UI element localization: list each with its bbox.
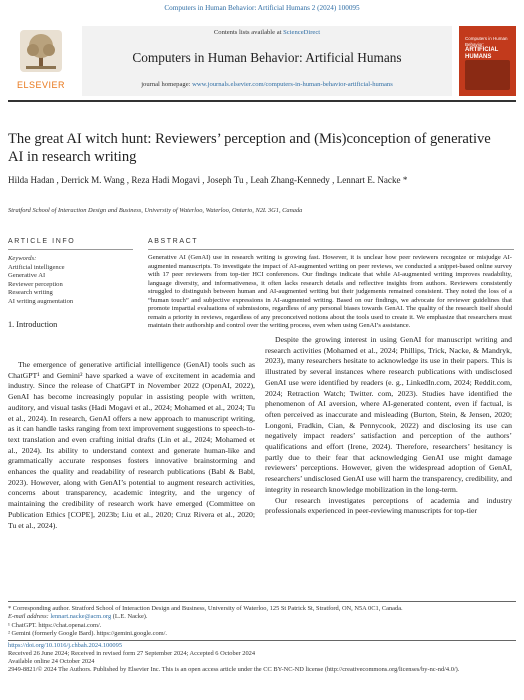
- publisher-name: ELSEVIER: [16, 80, 66, 90]
- keyword-item: AI writing augmentation: [8, 297, 74, 305]
- keyword-item: Research writing: [8, 289, 53, 297]
- intro-right-column: [265, 335, 512, 517]
- author-affiliation: Stratford School of Interaction Design and Business, University of Waterloo, Waterloo, Ontario, N2L 3G1, Canada: [8, 207, 303, 214]
- homepage-label: journal homepage:: [141, 81, 193, 88]
- keywords-list: [8, 264, 133, 306]
- journal-cover[interactable]: [459, 26, 516, 96]
- journal-header: [8, 26, 516, 96]
- intro-paragraph: Our research investigates perceptions of academia and industry professionals experienced in peer-reviewing manuscripts for top-tier: [265, 495, 512, 516]
- keywords-label: Keywords:: [8, 255, 37, 262]
- contents-prefix: Contents lists available at: [213, 29, 284, 36]
- email-note: [8, 613, 518, 621]
- doi-block: [8, 642, 518, 674]
- email-suffix: (L.E. Nacke).: [111, 613, 148, 621]
- cover-text: [465, 36, 516, 60]
- doi-link[interactable]: https://doi.org/10.1016/j.chbah.2024.100095: [8, 642, 123, 649]
- introduction-heading: 1. Introduction: [8, 320, 58, 329]
- license-text[interactable]: 2949-8821/© 2024 The Authors. Published by Elsevier Inc. This is an open access article under the CC BY-NC-ND license (http://creativecommons.org/licenses/by-nc-nd/4.0/).: [8, 666, 460, 674]
- email-link[interactable]: lennart.nacke@acm.org: [50, 613, 112, 621]
- journal-homepage: [82, 81, 452, 88]
- journal-title: Computers in Human Behavior: Artificial Humans: [132, 50, 402, 65]
- footnote-gemini[interactable]: ² Gemini (formerly Google Bard). https://gemini.google.com/.: [8, 629, 167, 637]
- footnotes: [8, 605, 518, 638]
- keyword-item: Artificial intelligence: [8, 264, 65, 271]
- intro-paragraph: Despite the growing interest in using GenAI for manuscript writing and research activities (Mohamed et al., 2024; Phillips, Trick, Nacke, & Mandryk, 2023), many researchers hesitate to acknowledge its use in their papers. This is illustrated by several instances where research publications with undisclosed GenAI use were identified by readers (e. g., LinkedIn.com, 2024; Reddit.com, 2024; Retraction Watch; Twitter. com, 2023). Studies have identified the phenomenon of AI aversion, where AI-generated content, even if factual, is often perceived as inaccurate and misleading (Burton, Stein, & Jensen, 2020; Longoni, Fradkin, Cian, & Pennycook, 2022) and disclosing its use can negatively impact readers’ satisfaction and perception of the authors’ qualifications and effort (Irene, 2024). Therefore, researchers’ hesitancy is partly due to their fear that acknowledging GenAI use might damage reviewers’ perceptions. However, given the widespread adoption of GenAI, researchers’ undisclosed GenAI use will harm the transparency, credibility, and integrity in research knowledge mobilization in the long-term.: [265, 335, 512, 494]
- corresponding-author-note: * Corresponding author. Stratford School of Interaction Design and Business, University of Waterloo, 125 St Patrick St, Stratford, ON, N5A 0C1, Canada.: [8, 605, 403, 612]
- elsevier-logo: [8, 26, 74, 96]
- keyword-item: Reviewer perception: [8, 280, 63, 288]
- author-list[interactable]: Hilda Hadan , Derrick M. Wang , Reza Hadi Mogavi , Joseph Tu , Leah Zhang-Kennedy , Lennart E. Nacke *: [8, 175, 408, 185]
- abstract-heading: ABSTRACT: [148, 238, 199, 245]
- article-info-rule: [8, 249, 133, 250]
- article-info-heading: ARTICLE INFO: [8, 238, 76, 245]
- available-online: Available online 24 October 2024: [8, 658, 95, 666]
- contents-line: [82, 29, 452, 36]
- sciencedirect-link[interactable]: ScienceDirect: [283, 29, 321, 36]
- intro-left-column: [8, 360, 255, 531]
- cover-line2: ARTIFICIAL: [465, 47, 499, 53]
- footnote-rule: [8, 601, 516, 602]
- journal-title-band: [82, 26, 452, 96]
- homepage-link[interactable]: www.journals.elsevier.com/computers-in-human-behavior-artificial-humans: [192, 81, 393, 88]
- abstract-rule: [148, 249, 514, 250]
- email-label: E-mail address:: [8, 613, 51, 621]
- journal-reference[interactable]: Computers in Human Behavior: Artificial Humans 2 (2024) 100095: [164, 4, 360, 12]
- abstract-text: Generative AI (GenAI) use in research writing is growing fast. However, it is unclear how peer reviewers recognize or misjudge AI-augmented manuscripts. To investigate the impact of AI-augmented writing on peer reviews, we conducted a snippet-based online survey with 17 peer reviewers from top-tier HCI conferences. Our findings indicate that while AI-augmented writing improves readability, language diversity, and informativeness, it often lacks research details and reflective insights from authors. Reviewers consistently struggled to distinguish between human and AI-augmented writing but their judgements remained consistent. They noted the loss of a “human touch” and subjective expressions in AI-augmented writing. Based on our findings, we advocate for reviewer guidelines that promote impartial evaluations of submissions, regardless of any personal biases towards GenAI. The quality of the research itself should remain a priority in reviews, regardless of any preconceived notions about the tools used to create it. We emphasize that researchers must maintain their authorship and control over the writing process, even when using GenAI’s assistance.: [148, 254, 512, 329]
- cover-line1: Computers in Human Behavior:: [465, 36, 508, 47]
- header-rule: [8, 100, 516, 102]
- article-title: The great AI witch hunt: Reviewers’ perception and (Mis)conception of generative AI in research writing: [8, 131, 491, 165]
- doi-rule: [8, 640, 516, 641]
- keyword-item: Generative AI: [8, 272, 46, 280]
- cover-line3: HUMANS: [465, 53, 492, 60]
- received-dates: Received 26 June 2024; Received in revised form 27 September 2024; Accepted 6 October 2024: [8, 650, 256, 658]
- intro-paragraph: The emergence of generative artificial intelligence (GenAI) tools such as ChatGPT¹ and Gemini² have sparked a wave of excitement in academia and industry. Since the release of ChatGPT in November 2022 (OpenAI, 2022), GenAI has become increasingly popular in assisting people with written, auditory, and visual tasks (Hadi Mogavi et al., 2024; Mohamed et al., 2024; Tu et al., 2024). In research, GenAI offers a new approach to manuscript writing, as it can handle tasks ranging from text improvement suggestions to speech-to-text translation and even crafting initial drafts (Lin et al., 2024; Mohamed et al., 2024). Its ability to understand context and generate human-like and grammatically accurate responses fosters innovative brainstorming and enhances the quality and readability of research publications (Babl & Babl, 2023). However, along with GenAI’s potential to augment research activities, concerns about transparency, academic integrity, and the urgency of maintaining the credibility of research work have emerged (Committee on Publication Ethics [COPE], 2023b; Liu et al., 2020; Cruz Rivera et al., 2020; Tu et al., 2024).: [8, 360, 255, 530]
- cover-artwork: [465, 60, 510, 90]
- footnote-chatgpt[interactable]: ¹ ChatGPT. https://chat.openai.com/.: [8, 621, 102, 629]
- elsevier-tree-icon: [20, 30, 62, 72]
